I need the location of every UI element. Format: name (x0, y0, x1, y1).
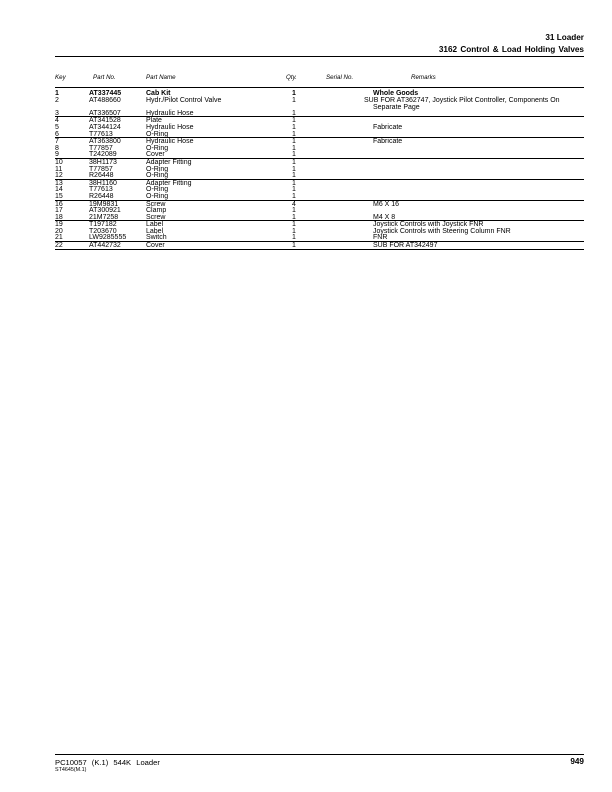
part-remarks: SUB FOR AT342497 (373, 242, 438, 250)
part-qty: 1 (292, 242, 296, 250)
part-qty: 1 (292, 90, 296, 97)
part-name: O-Ring (146, 172, 169, 180)
part-number: AT488660 (89, 96, 121, 104)
part-number: AT300921 (89, 207, 121, 215)
part-qty: 1 (292, 138, 296, 146)
footer-code: ST4645(M.1) (55, 767, 87, 773)
part-key: 6 (55, 130, 59, 138)
part-name: O-Ring (146, 144, 169, 152)
part-qty: 1 (292, 179, 296, 187)
part-name: Adapter Fitting (146, 179, 192, 187)
table-row (55, 207, 584, 214)
part-name: O-Ring (146, 130, 169, 138)
part-qty: 1 (292, 213, 296, 221)
table-row (55, 97, 584, 110)
part-number: T77857 (89, 165, 113, 173)
part-qty: 1 (292, 130, 296, 138)
column-header-qty: Qty. (286, 74, 297, 81)
part-number: T242089 (89, 151, 117, 159)
part-number: T77613 (89, 186, 113, 194)
part-qty: 1 (292, 151, 296, 159)
part-number: AT344124 (89, 123, 121, 131)
part-number: LW9285555 (89, 234, 127, 242)
part-remarks: SUB FOR AT362747, Joystick Pilot Controller, Components On Separate Page (364, 96, 560, 111)
part-number: AT336507 (89, 109, 121, 117)
part-qty: 1 (292, 144, 296, 152)
part-remarks: Fabricate (373, 123, 403, 131)
part-name: Screw (146, 200, 166, 208)
part-key: 14 (55, 186, 63, 194)
part-key: 10 (55, 158, 63, 166)
part-qty: 1 (292, 192, 296, 200)
part-remarks: M4 X 8 (373, 213, 396, 221)
part-name: Switch (146, 234, 167, 242)
table-row (55, 138, 584, 145)
row-group (55, 138, 584, 159)
part-name: Cover (146, 242, 165, 250)
part-key: 22 (55, 242, 63, 250)
column-header-part-name: Part Name (146, 74, 176, 81)
header-divider (55, 56, 584, 57)
table-row (55, 186, 584, 193)
part-qty: 1 (292, 123, 296, 131)
footer-doc-number: PC10057 (55, 758, 87, 767)
part-remarks: Whole Goods (373, 90, 419, 97)
part-qty: 1 (292, 221, 296, 229)
column-header-serial-no: Serial No. (326, 74, 354, 81)
part-key: 2 (55, 96, 59, 104)
part-qty: 1 (292, 117, 296, 125)
part-name: Clamp (146, 207, 167, 215)
part-remarks: M6 X 16 (373, 200, 400, 208)
part-key: 7 (55, 138, 59, 146)
page-title: 3162 Control & Load Holding Valves (438, 45, 584, 54)
part-number: T203670 (89, 227, 117, 235)
part-key: 1 (55, 90, 59, 97)
row-group (55, 117, 584, 138)
part-remarks: Joystick Controls with Steering Column FNR (373, 227, 511, 235)
part-name: Label (146, 227, 164, 235)
column-header-remarks: Remarks (411, 74, 436, 81)
part-remarks: Joystick Controls with Joystick FNR (373, 221, 484, 229)
part-qty: 1 (292, 165, 296, 173)
table-row (55, 228, 584, 235)
table-row (55, 234, 584, 241)
part-key: 21 (55, 234, 63, 242)
part-number: 38H1173 (89, 158, 117, 166)
row-group (55, 242, 584, 250)
part-key: 20 (55, 227, 63, 235)
table-row (55, 214, 584, 221)
part-qty: 1 (292, 172, 296, 180)
column-header-key: Key (55, 74, 66, 81)
part-key: 16 (55, 200, 63, 208)
part-name: O-Ring (146, 186, 169, 194)
part-name: Cover (146, 151, 165, 159)
row-group (55, 221, 584, 242)
part-number: T197182 (89, 221, 117, 229)
table-row (55, 151, 584, 158)
table-row (55, 242, 584, 249)
part-number: 38H1160 (89, 179, 117, 187)
part-key: 17 (55, 207, 63, 215)
table-row (55, 117, 584, 124)
part-remarks: FNR (373, 234, 388, 242)
row-group (55, 90, 584, 117)
part-number: T77857 (89, 144, 113, 152)
part-number: T77613 (89, 130, 113, 138)
part-qty: 1 (292, 96, 296, 104)
part-qty: 1 (292, 207, 296, 215)
part-name: Plate (146, 117, 162, 125)
part-name: Hydr./Pilot Control Valve (146, 96, 222, 104)
part-key: 4 (55, 117, 59, 125)
part-name: Cab Kit (146, 90, 171, 97)
part-name: Hydraulic Hose (146, 109, 194, 117)
part-name: Adapter Fitting (146, 158, 192, 166)
part-number: R26448 (89, 172, 114, 180)
part-remarks: Fabricate (373, 138, 403, 146)
part-key: 11 (55, 165, 63, 173)
part-key: 19 (55, 221, 63, 229)
column-header-part-no: Part No. (93, 74, 116, 81)
part-number: AT341528 (89, 117, 121, 125)
part-key: 13 (55, 179, 63, 187)
part-name: Hydraulic Hose (146, 123, 194, 131)
part-name: O-Ring (146, 192, 169, 200)
row-group (55, 180, 584, 201)
part-number: 21M7258 (89, 213, 119, 221)
table-row (55, 110, 584, 117)
part-key: 5 (55, 123, 59, 131)
table-row (55, 145, 584, 152)
part-qty: 4 (292, 200, 296, 208)
part-key: 3 (55, 109, 59, 117)
table-row (55, 172, 584, 179)
footer-revision: (K.1) (91, 758, 109, 767)
table-row (55, 131, 584, 138)
table-row (55, 221, 584, 228)
page-number: 949 (570, 757, 584, 766)
table-row (55, 124, 584, 131)
table-row (55, 90, 584, 97)
part-name: Hydraulic Hose (146, 138, 194, 146)
part-key: 9 (55, 151, 59, 159)
table-row (55, 159, 584, 166)
section-heading: 31 Loader (545, 33, 584, 42)
footer-model: 544K Loader (113, 758, 160, 767)
row-group (55, 201, 584, 222)
part-number: AT442732 (89, 242, 121, 250)
part-number: AT337445 (89, 90, 122, 97)
part-number: R26448 (89, 192, 114, 200)
part-key: 12 (55, 172, 63, 180)
part-key: 8 (55, 144, 59, 152)
part-key: 18 (55, 213, 63, 221)
table-row (55, 180, 584, 187)
table-row (55, 201, 584, 208)
part-key: 15 (55, 192, 63, 200)
column-header-divider (55, 87, 584, 88)
table-row (55, 166, 584, 173)
row-group (55, 159, 584, 180)
part-number: AT363800 (89, 138, 121, 146)
part-name: O-Ring (146, 165, 169, 173)
part-name: Screw (146, 213, 166, 221)
part-qty: 1 (292, 234, 296, 242)
footer-divider (55, 754, 584, 755)
footer-doc-info (55, 758, 160, 767)
part-qty: 1 (292, 227, 296, 235)
part-qty: 1 (292, 158, 296, 166)
table-row (55, 193, 584, 200)
parts-table (55, 90, 584, 250)
part-qty: 1 (292, 186, 296, 194)
part-name: Label (146, 221, 164, 229)
part-number: 19M9831 (89, 200, 119, 208)
part-qty: 1 (292, 109, 296, 117)
